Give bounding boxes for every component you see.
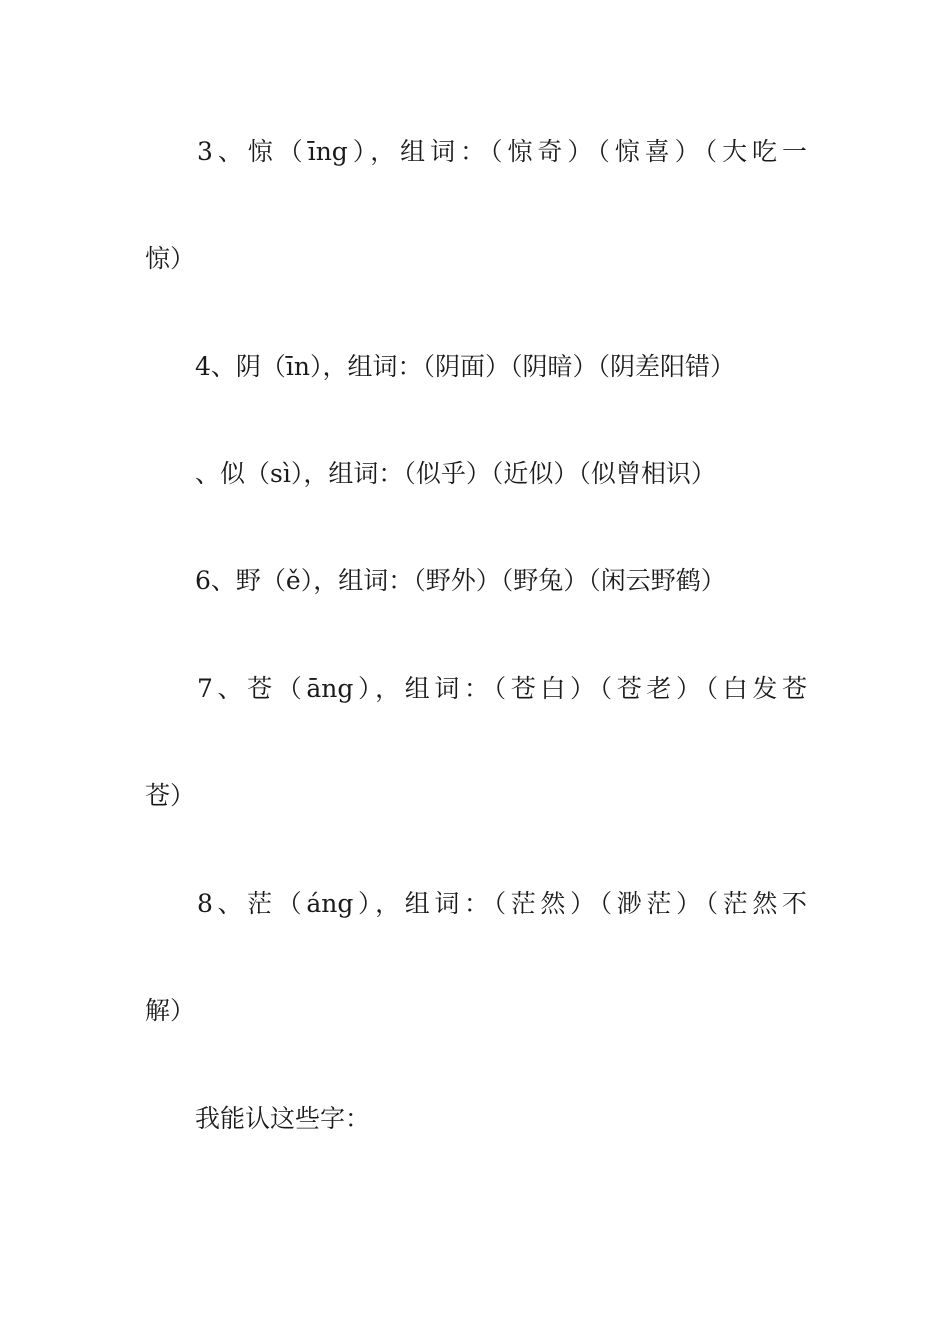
entry-4: 4、阴（īn），组词：（阴面）（阴暗）（阴差阳错） <box>195 352 736 381</box>
entry-3-line-1: 3、惊（īng），组词：（惊奇）（惊喜）（大吃一 <box>197 137 807 166</box>
entry-3-line-2: 惊） <box>145 244 196 273</box>
entry-6: 6、野（ě），组词：（野外）（野兔）（闲云野鹤） <box>195 566 726 595</box>
entry-7-line-1: 7、苍（āng），组词：（苍白）（苍老）（白发苍 <box>197 674 807 703</box>
section-heading: 我能认这些字： <box>195 1104 371 1133</box>
entry-5: 、似（sì），组词：（似乎）（近似）（似曾相识） <box>195 459 716 488</box>
entry-7-line-2: 苍） <box>145 781 196 810</box>
entry-8-line-1: 8、茫（áng），组词：（茫然）（渺茫）（茫然不 <box>197 889 807 918</box>
entry-8-line-2: 解） <box>145 996 196 1025</box>
